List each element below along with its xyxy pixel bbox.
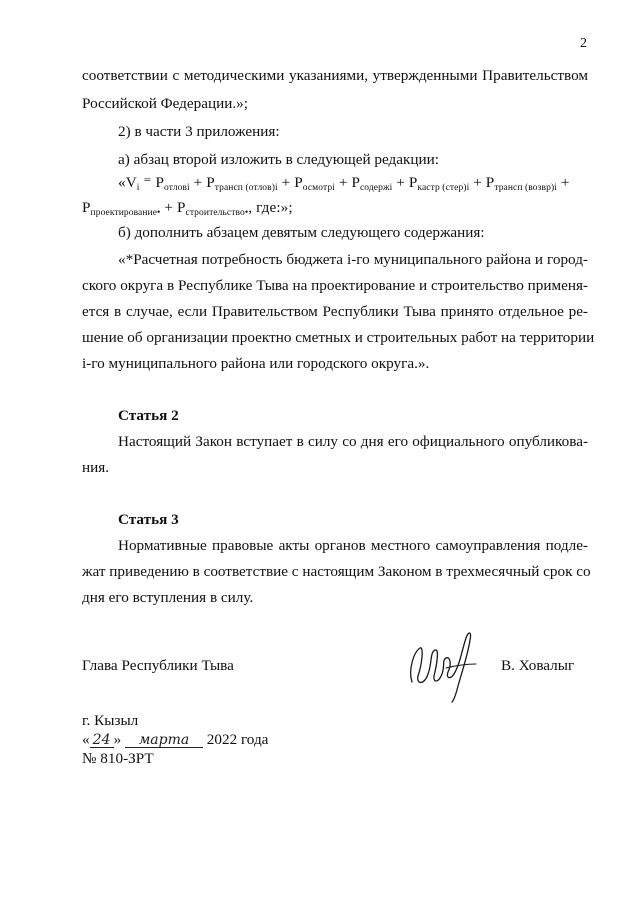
article-3-title: Статья 3 [118,511,179,528]
signatory-name: В. Ховалыг [501,657,575,674]
formula-p: P [485,174,495,191]
paragraph-line: «*Расчетная потребность бюджета i-го муниципального района и город- [118,251,588,268]
formula-sub: осмотрі [302,183,335,193]
formula-p: P [206,174,215,191]
formula-p: P [351,174,360,191]
formula-tail: , где:»; [248,199,293,216]
list-item-2: 2) в части 3 приложения: [118,123,280,140]
formula-sub: строительство• [185,208,249,218]
formula-sub: кастр (стер)i [417,183,470,193]
formula-plus: + [556,174,570,191]
law-number: № 810-ЗРТ [82,750,154,767]
paragraph-line: дня его вступления в силу. [82,589,254,606]
formula-plus: + [277,174,295,191]
formula-sub: содержі [359,183,393,193]
formula-p: P [155,174,164,191]
page-number: 2 [580,36,587,51]
handwritten-signature [402,624,480,704]
paragraph-line: Нормативные правовые акты органов местного самоуправления подле- [118,537,588,554]
date-year: 2022 года [206,731,269,748]
formula-plus: + [189,174,207,191]
formula-plus: + [160,199,177,216]
formula-eq: ⁼ [139,174,156,191]
paragraph-line: ского округа в Республике Тыва на проектирование и строительство применя- [82,277,588,294]
formula-p: P [176,199,186,216]
formula-p: P [82,199,91,216]
date-month: марта [125,733,203,748]
paragraph-line: жат приведению в соответствие с настоящим Законом в трехмесячный срок со [82,563,591,580]
formula-sub: трансп (возвр)i [494,183,557,193]
paragraph-line: шение об организации проектно сметных и строительных работ на территории [82,329,595,346]
formula-line-2 [82,197,588,224]
formula-v: «V [118,174,137,191]
city: г. Кызыл [82,712,139,729]
formula-sub: i [136,183,140,193]
list-item-a: а) абзац второй изложить в следующей редакции: [118,151,440,168]
formula-sub: проектирование• [90,208,161,218]
signing-date: « 24 » марта 2022 года [82,731,269,748]
list-item-b: б) дополнить абзацем девятым следующего содержания: [118,224,485,241]
paragraph-line: Российской Федерации.»; [82,95,248,112]
date-day: 24 [90,733,114,748]
formula-plus: + [392,174,409,191]
formula-plus: + [469,174,486,191]
formula-sub: отлові [163,183,190,193]
formula-plus: + [334,174,352,191]
signatory-title: Глава Республики Тыва [82,657,234,674]
paragraph-line: соответствии с методическими указаниями, утвержденными Правительством [82,67,588,84]
paragraph-line: i-го муниципального района или городского округа.». [82,355,430,372]
paragraph-line: Настоящий Закон вступает в силу со дня его официального опубликова- [118,433,588,450]
paragraph-line: ния. [82,459,110,476]
paragraph-line: ется в случае, если Правительством Республики Тыва принято отдельное ре- [82,303,588,320]
formula-line-1 [118,172,588,199]
article-2-title: Статья 2 [118,407,179,424]
formula-sub: трансп (отлов)i [214,183,278,193]
formula-p: P [408,174,418,191]
formula-p: P [294,174,303,191]
